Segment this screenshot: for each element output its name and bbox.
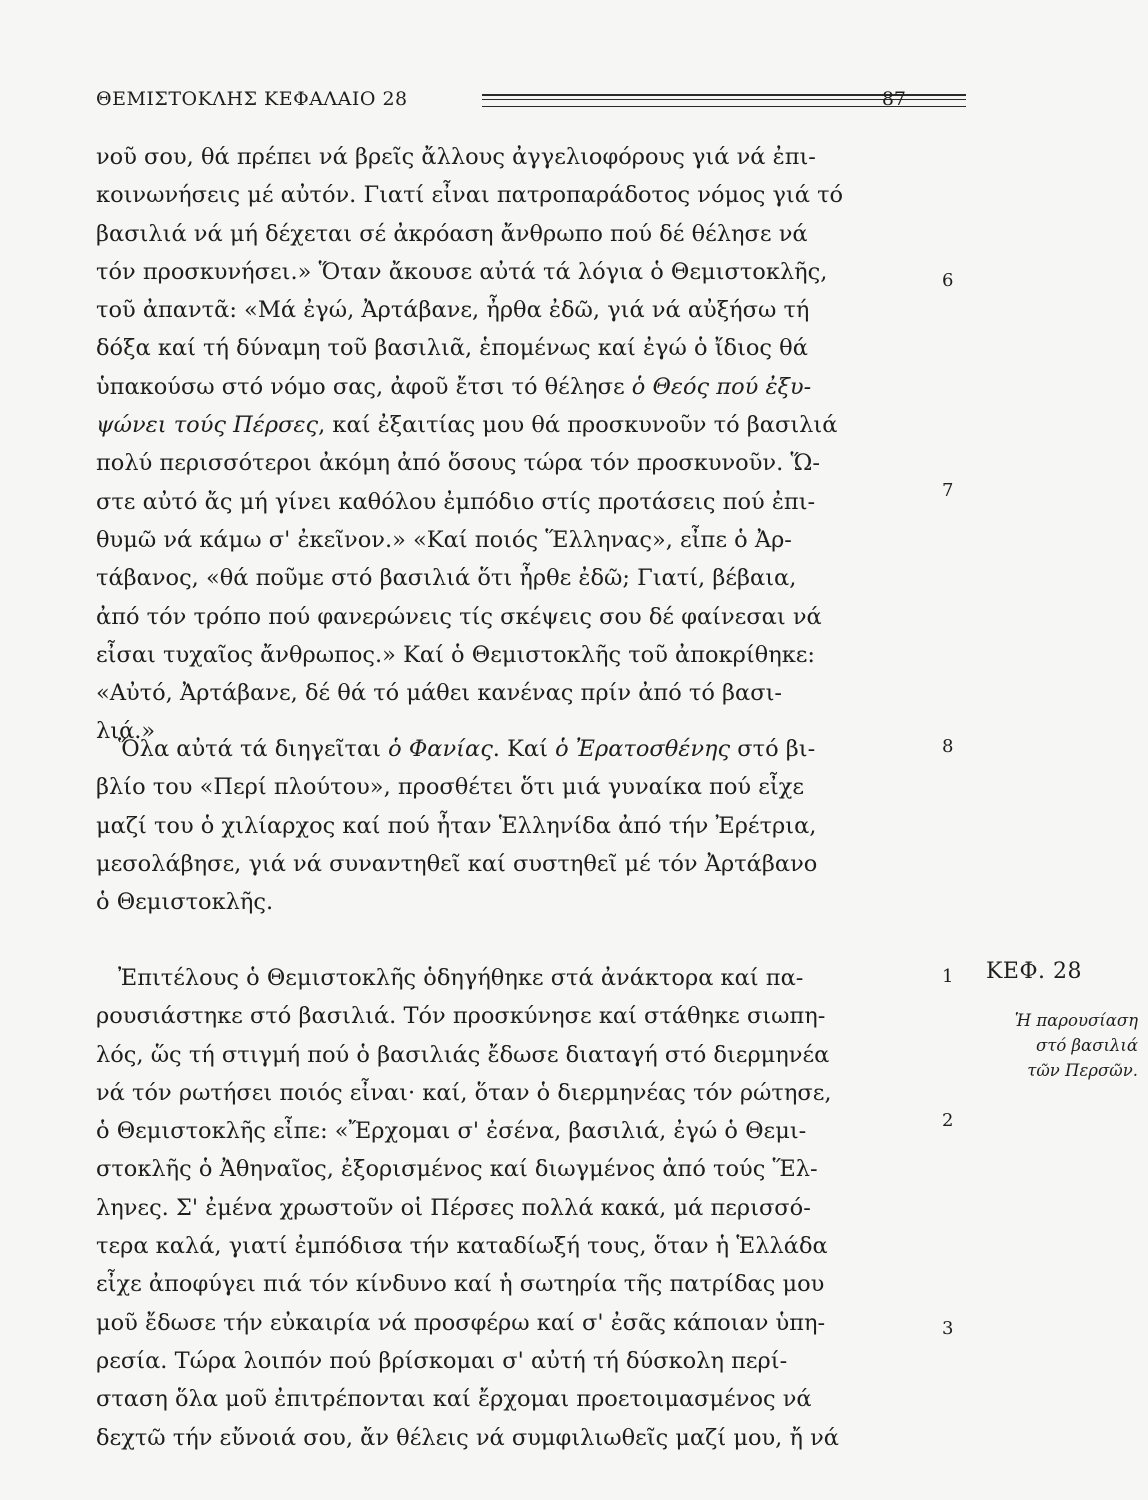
author-name-eratosthenis: ὁ Ἐρατοσθένης — [555, 736, 731, 762]
page-number: 87 — [881, 88, 906, 110]
section-number: 3 — [942, 1318, 954, 1339]
running-header — [96, 88, 906, 116]
text-line — [96, 368, 908, 406]
text-line: σταση ὅλα μοῦ ἐπιτρέπονται καί ἔρχομαι προετοιμασμένος νά — [96, 1386, 812, 1413]
text-line: μαζί του ὁ χιλίαρχος καί πού ἦταν Ἑλληνίδα ἀπό τήν Ἐρέτρια, — [96, 812, 817, 839]
section-number: 8 — [942, 736, 954, 757]
text-line: στε αὐτό ἄς μή γίνει καθόλου ἐμπόδιο στίς προτάσεις πού ἐπι- — [96, 488, 816, 515]
text-line: ὁ Θεμιστοκλῆς. — [96, 889, 274, 916]
chapter-title: ΘΕΜΙΣΤΟΚΛΗΣ ΚΕΦΑΛΑΙΟ 28 — [96, 88, 408, 110]
side-note — [970, 1008, 1138, 1083]
text-line — [96, 406, 908, 444]
side-note-line: στό βασιλιά — [1035, 1036, 1138, 1055]
italic-quote: ὁ Θεός πού ἐξυ- — [631, 373, 812, 400]
text-segment: στό βι- — [730, 736, 816, 762]
text-line: ὁ Θεμιστοκλῆς εἶπε: «Ἔρχομαι σ' ἐσένα, βασιλιά, ἐγώ ὁ Θεμι- — [96, 1118, 807, 1145]
text-line: τόν προσκυνήσει.» Ὅταν ἄκουσε αὐτά τά λόγια ὁ Θεμιστοκλῆς, — [96, 258, 828, 285]
text-line: λός, ὥς τή στιγμή πού ὁ βασιλιάς ἔδωσε διαταγή στό διερμηνέα — [96, 1041, 830, 1068]
text-line: πολύ περισσότεροι ἀκόμη ἀπό ὅσους τώρα τόν προσκυνοῦν. Ὥ- — [96, 450, 820, 477]
chapter-side-heading: ΚΕΦ. 28 — [986, 959, 1083, 984]
text-line: μοῦ ἔδωσε τήν εὐκαιρία νά προσφέρω καί σ' ἐσᾶς κάποιαν ὑπη- — [96, 1309, 826, 1336]
text-segment: . Καί — [492, 736, 548, 762]
paragraph-3 — [96, 959, 908, 1457]
text-line: θυμῶ νά κάμω σ' ἐκεῖνον.» «Καί ποιός Ἕλληνας», εἶπε ὁ Ἀρ- — [96, 526, 792, 553]
text-line: τάβανος, «θά ποῦμε στό βασιλιά ὅτι ἦρθε ἐδῶ; Γιατί, βέβαια, — [96, 565, 797, 592]
text-line: ρεσία. Τώρα λοιπόν πού βρίσκομαι σ' αὐτή τή δύσκολη περί- — [96, 1347, 788, 1374]
text-segment: Ὅλα αὐτά τά διηγεῖται — [118, 736, 381, 762]
text-segment: ὑπακούσω στό νόμο σας, ἀφοῦ ἔτσι τό θέλησε — [96, 373, 625, 400]
text-line: νά τόν ρωτήσει ποιός εἶναι· καί, ὅταν ὁ διερμηνέας τόν ρώτησε, — [96, 1079, 832, 1106]
text-line: κοινωνήσεις μέ αὐτόν. Γιατί εἶναι πατροπαράδοτος νόμος γιά τό — [96, 182, 844, 209]
text-line: στοκλῆς ὁ Ἀθηναῖος, ἐξορισμένος καί διωγμένος ἀπό τούς Ἕλ- — [96, 1156, 818, 1183]
italic-quote: ψώνει τούς Πέρσες — [96, 412, 319, 439]
text-line: Ἐπιτέλους ὁ Θεμιστοκλῆς ὁδηγήθηκε στά ἀνάκτορα καί πα- — [118, 965, 804, 991]
text-line — [96, 730, 908, 768]
text-line: εἶχε ἀποφύγει πιά τόν κίνδυνο καί ἡ σωτηρία τῆς πατρίδας μου — [96, 1271, 825, 1298]
side-note-line: Ἡ παρουσίαση — [1014, 1011, 1138, 1030]
text-line: μεσολάβησε, γιά νά συναντηθεῖ καί συστηθεῖ μέ τόν Ἀρτάβανο — [96, 850, 818, 877]
text-line: «Αὐτό, Ἀρτάβανε, δέ θά τό μάθει κανένας πρίν ἀπό τό βασι- — [96, 680, 783, 707]
section-number: 2 — [942, 1110, 954, 1131]
side-note-line: τῶν Περσῶν. — [1027, 1061, 1138, 1080]
text-line: νοῦ σου, θά πρέπει νά βρεῖς ἄλλους ἀγγελιοφόρους γιά νά ἐπι- — [96, 144, 816, 170]
text-line: τοῦ ἀπαντᾶ: «Μά ἐγώ, Ἀρτάβανε, ἦρθα ἐδῶ, γιά νά αὐξήσω τή — [96, 297, 810, 324]
text-segment: , καί ἐξαιτίας μου θά προσκυνοῦν τό βασιλιά — [318, 412, 838, 439]
text-line: δόξα καί τή δύναμη τοῦ βασιλιᾶ, ἑπομένως καί ἐγώ ὁ ἴδιος θά — [96, 335, 808, 362]
section-number: 7 — [942, 480, 954, 501]
paragraph-2 — [96, 730, 908, 921]
text-line: δεχτῶ τήν εὔνοιά σου, ἄν θέλεις νά συμφιλιωθεῖς μαζί μου, ἤ νά — [96, 1424, 839, 1451]
text-line: εἶσαι τυχαῖος ἄνθρωπος.» Καί ὁ Θεμιστοκλῆς τοῦ ἀποκρίθηκε: — [96, 641, 816, 668]
section-number: 1 — [942, 966, 954, 987]
text-line: βλίο του «Περί πλούτου», προσθέτει ὅτι μιά γυναίκα πού εἶχε — [96, 774, 804, 801]
text-line: ἀπό τόν τρόπο πού φανερώνεις τίς σκέψεις σου δέ φαίνεσαι νά — [96, 603, 822, 630]
author-name-fanias: ὁ Φανίας — [388, 736, 493, 762]
text-line: λιά.» — [96, 718, 156, 745]
text-line: βασιλιά νά μή δέχεται σέ ἀκρόαση ἄνθρωπο πού δέ θέλησε νά — [96, 220, 808, 247]
paragraph-1 — [96, 138, 908, 751]
text-line: ρουσιάστηκε στό βασιλιά. Τόν προσκύνησε καί στάθηκε σιωπη- — [96, 1003, 826, 1030]
text-line: τερα καλά, γιατί ἐμπόδισα τήν καταδίωξή τους, ὅταν ἡ Ἑλλάδα — [96, 1233, 828, 1260]
section-number: 6 — [942, 270, 954, 291]
text-line: ληνες. Σ' ἐμένα χρωστοῦν οἱ Πέρσες πολλά κακά, μά περισσό- — [96, 1194, 811, 1221]
